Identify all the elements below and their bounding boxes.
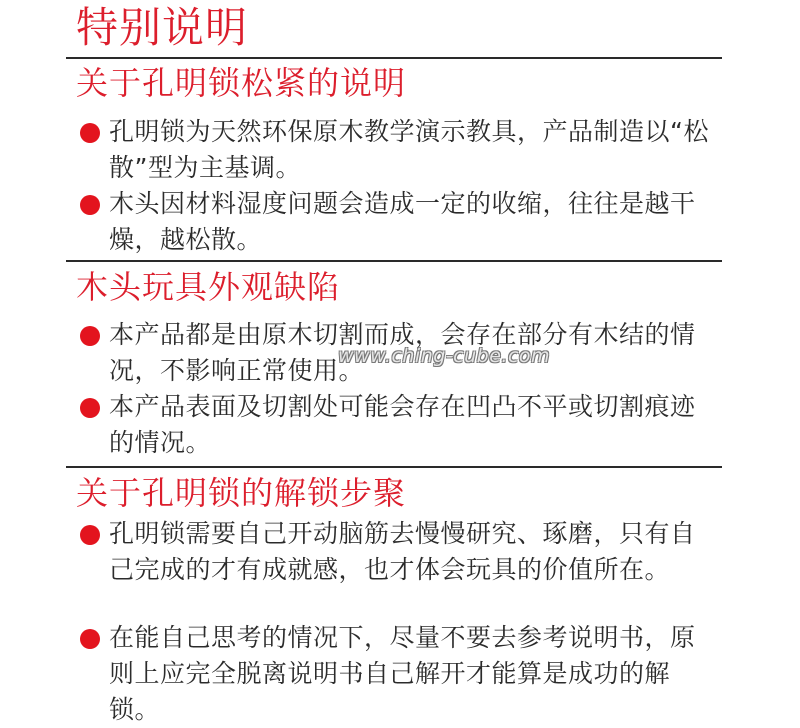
list-item <box>76 620 716 728</box>
list-item-text: 孔明锁为天然环保原木教学演示教具，产品制造以“松散”型为主基调。 <box>109 117 709 182</box>
section-heading-looseness: 关于孔明锁松紧的说明 <box>76 64 407 102</box>
bullet-icon <box>80 398 100 418</box>
section-heading-unlocking: 关于孔明锁的解锁步聚 <box>76 474 407 512</box>
list-item-text: 本产品都是由原木切割而成，会存在部分有木结的情况，不影响正常使用。 <box>109 320 696 385</box>
list-item <box>76 516 716 588</box>
page-title: 特别说明 <box>76 3 249 52</box>
section-divider <box>66 466 722 468</box>
list-item <box>76 389 716 461</box>
bullet-icon <box>80 326 100 346</box>
section-divider <box>66 260 722 262</box>
list-item <box>76 114 716 186</box>
section-heading-defects: 木头玩具外观缺陷 <box>76 268 341 306</box>
bullet-icon <box>80 629 100 649</box>
list-item-text: 孔明锁需要自己开动脑筋去慢慢研究、琢磨，只有自己完成的才有成就感，也才体会玩具的价值所在。 <box>109 519 696 584</box>
list-item <box>76 186 716 258</box>
watermark-text: www.ching-cube.com <box>338 345 551 367</box>
bullet-icon <box>80 123 100 143</box>
bullet-icon <box>80 525 100 545</box>
list-item-text: 木头因材料湿度问题会造成一定的收缩，往往是越干燥，越松散。 <box>109 189 696 254</box>
section-divider <box>66 57 722 59</box>
bullet-icon <box>80 195 100 215</box>
list-item-text: 在能自己思考的情况下，尽量不要去参考说明书，原则上应完全脱离说明书自己解开才能算是成功的解锁。 <box>109 623 696 724</box>
list-item-text: 本产品表面及切割处可能会存在凹凸不平或切割痕迹的情况。 <box>109 392 696 457</box>
